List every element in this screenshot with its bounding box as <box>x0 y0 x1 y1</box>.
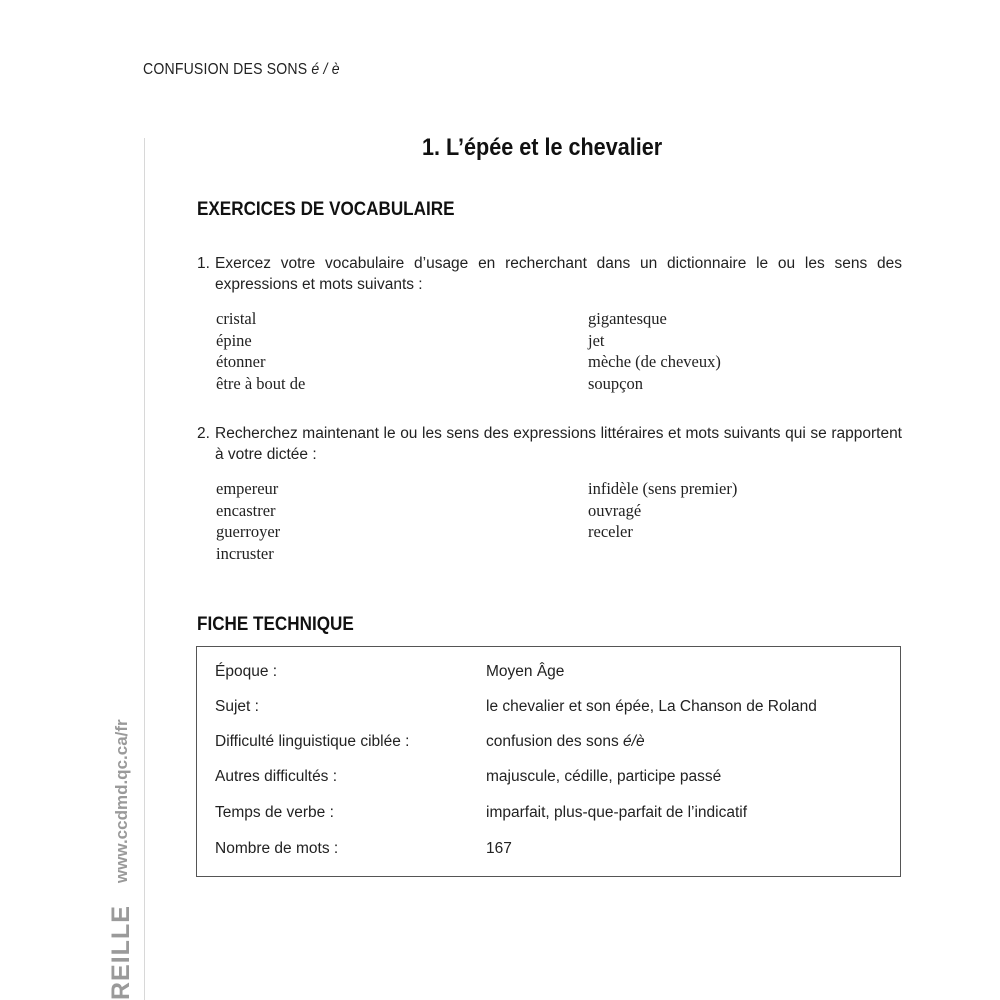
word-item: épine <box>216 330 252 350</box>
word-column-left <box>216 478 280 564</box>
running-header-text: CONFUSION DES SONS <box>143 61 312 78</box>
margin-rule <box>144 138 145 1000</box>
word-item: guerroyer <box>216 522 281 541</box>
question-number: 1. <box>197 255 210 272</box>
word-item: encastrer <box>216 500 276 520</box>
fiche-value-emphasis: é/è <box>623 733 645 750</box>
fiche-value: le chevalier et son épée, La Chanson de Roland <box>486 698 817 715</box>
question-text: Exercez votre vocabulaire d’usage en recherchant dans un dictionnaire le ou les sens des expressions et mots suivants : <box>215 255 902 293</box>
word-item: gigantesque <box>588 309 667 328</box>
fiche-value: Moyen Âge <box>486 663 565 680</box>
question-2 <box>197 423 902 465</box>
fiche-label: Autres difficultés : <box>215 768 338 785</box>
fiche-label: Temps de verbe : <box>215 804 334 821</box>
fiche-value-text: confusion des sons <box>486 733 624 750</box>
question-number: 2. <box>197 425 210 442</box>
side-band-url: www.ccdmd.qc.ca/fr <box>111 719 131 884</box>
fiche-heading: FICHE TECHNIQUE <box>197 614 354 635</box>
word-column-right <box>588 308 721 394</box>
side-band <box>107 719 136 1000</box>
fiche-label: Nombre de mots : <box>215 840 339 857</box>
fiche-label: Époque : <box>215 663 278 680</box>
vocab-heading: EXERCICES DE VOCABULAIRE <box>197 199 455 220</box>
fiche-value <box>486 733 645 751</box>
word-item: être à bout de <box>216 373 306 393</box>
word-item: empereur <box>216 479 279 498</box>
word-item: soupçon <box>588 373 643 393</box>
page-title: 1. L’épée et le chevalier <box>422 134 663 161</box>
running-header-emphasis: é / è <box>311 61 340 78</box>
word-item: mèche (de cheveux) <box>588 352 721 371</box>
fiche-label: Sujet : <box>215 698 259 715</box>
fiche-label: Difficulté linguistique ciblée : <box>215 733 410 750</box>
fiche-value: 167 <box>486 840 512 857</box>
word-item: incruster <box>216 543 274 563</box>
fiche-table <box>196 646 901 877</box>
running-header <box>143 61 340 79</box>
word-item: infidèle (sens premier) <box>588 479 738 498</box>
question-text: Recherchez maintenant le ou les sens des expressions littéraires et mots suivants qui se rapportent à votre dictée : <box>215 425 902 463</box>
word-item: ouvragé <box>588 500 642 520</box>
fiche-value: imparfait, plus-que-parfait de l’indicatif <box>486 804 748 821</box>
word-column-right <box>588 478 737 543</box>
fiche-value: majuscule, cédille, participe passé <box>486 768 722 785</box>
word-item: cristal <box>216 309 257 328</box>
word-item: étonner <box>216 352 266 371</box>
side-band-brand: REILLE <box>107 905 135 1000</box>
word-item: receler <box>588 522 633 541</box>
word-column-left <box>216 308 305 394</box>
question-1 <box>197 253 902 295</box>
word-item: jet <box>588 330 605 350</box>
